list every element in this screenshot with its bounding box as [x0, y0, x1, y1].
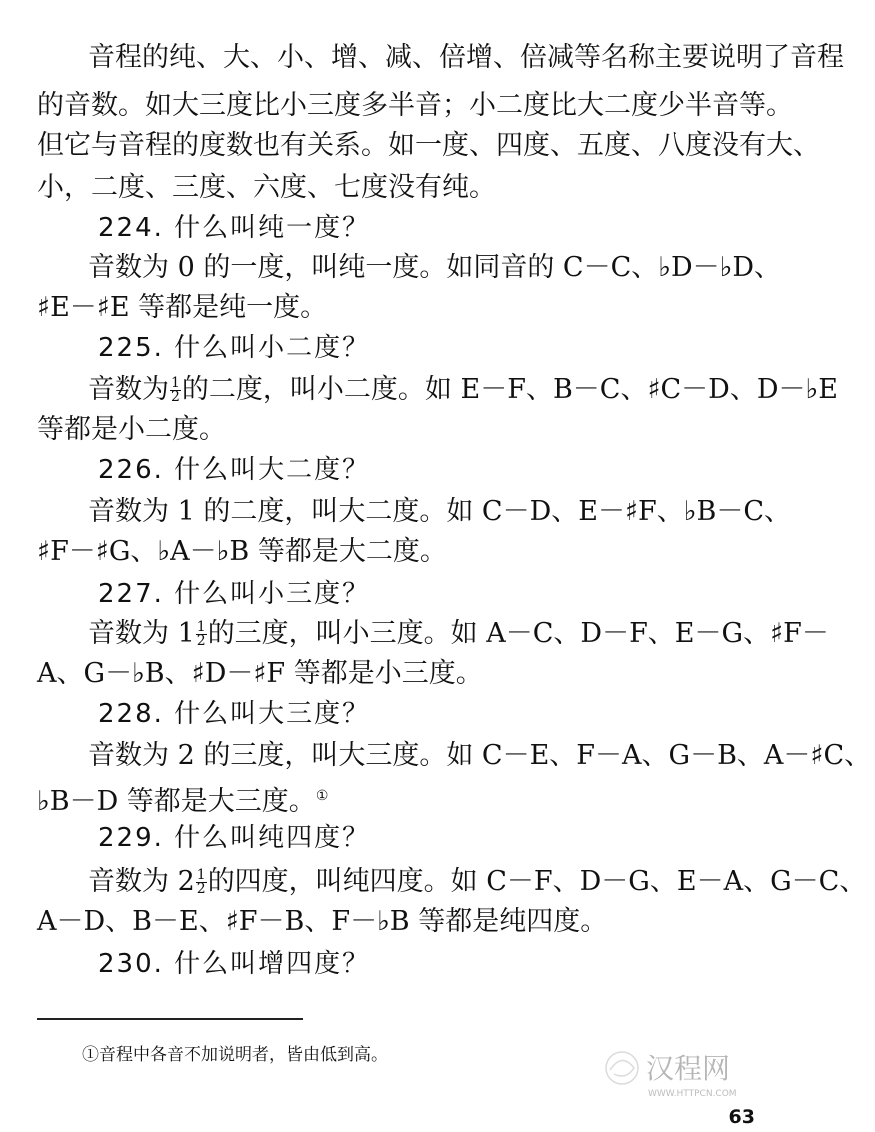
- answer-229-text-b: 的四度，叫纯四度。如 C－F、D－G、E－A、G－C、: [207, 866, 867, 897]
- fraction-half: [196, 621, 207, 648]
- question-heading-229: 229. 什么叫纯四度？: [98, 823, 371, 853]
- fraction-denominator: 2: [196, 633, 206, 649]
- fraction-numerator: 1: [196, 619, 206, 635]
- answer-229-line-1: [88, 864, 865, 900]
- answer-227-text-a: 音数为 1: [88, 618, 195, 649]
- fraction-denominator: 2: [171, 389, 180, 405]
- watermark-brand: 汉程网: [646, 1052, 731, 1085]
- answer-228-line-1: 音数为 2 的三度，叫大三度。如 C－E、F－A、G－B、A－♯C、: [88, 740, 872, 771]
- footnote-marker: ①: [315, 788, 329, 804]
- answer-225-text-a: 音数为: [88, 374, 169, 405]
- question-heading-225: 225. 什么叫小二度？: [98, 333, 371, 363]
- answer-225-text-b: 的二度，叫小二度。如 E－F、B－C、♯C－D、D－♭E: [181, 374, 838, 405]
- answer-225-line-2: 等都是小二度。: [37, 414, 226, 445]
- answer-228-text: ♭B－D 等都是大三度。: [37, 786, 316, 817]
- fraction-numerator: 1: [196, 867, 206, 883]
- answer-226-line-1: 音数为 1 的二度，叫大二度。如 C－D、E－♯F、♭B－C、: [88, 496, 791, 527]
- question-heading-230: 230. 什么叫增四度？: [98, 949, 371, 979]
- answer-224-line-1: 音数为 0 的一度，叫纯一度。如同音的 C－C、♭D－♭D、: [88, 252, 782, 283]
- answer-229-line-2: A－D、B－E、♯F－B、F－♭B 等都是纯四度。: [37, 906, 608, 937]
- intro-line-3: 但它与音程的度数也有关系。如一度、四度、五度、八度没有大、: [37, 130, 820, 161]
- answer-224-line-2: ♯E－♯E 等都是纯一度。: [37, 292, 328, 323]
- question-heading-227: 227. 什么叫小三度？: [98, 579, 371, 609]
- question-heading-226: 226. 什么叫大二度？: [98, 455, 371, 485]
- answer-229-text-a: 音数为 2: [88, 866, 195, 897]
- watermark-logo: [600, 1040, 765, 1110]
- fraction-denominator: 2: [196, 881, 206, 897]
- intro-line-4: 小，二度、三度、六度、七度没有纯。: [37, 172, 496, 203]
- question-heading-228: 228. 什么叫大三度？: [98, 699, 371, 729]
- answer-225-line-1: [88, 372, 865, 408]
- fraction-half: [196, 869, 207, 896]
- page-number: 63: [728, 1106, 755, 1128]
- intro-line-2: 的音数。如大三度比小三度多半音；小二度比大二度少半音等。: [37, 90, 793, 121]
- intro-line-1: 音程的纯、大、小、增、减、倍增、倍减等名称主要说明了音程: [88, 42, 844, 73]
- answer-227-line-1: [88, 616, 865, 652]
- answer-226-line-2: ♯F－♯G、♭A－♭B 等都是大二度。: [37, 536, 447, 567]
- fraction-half: [170, 377, 181, 404]
- question-heading-224: 224. 什么叫纯一度？: [98, 213, 371, 243]
- answer-227-text-b: 的三度，叫小三度。如 A－C、D－F、E－G、♯F－: [207, 618, 829, 649]
- answer-227-line-2: A、G－♭B、♯D－♯F 等都是小三度。: [37, 658, 483, 689]
- footnote-divider: [37, 1018, 303, 1020]
- answer-228-line-2: [37, 778, 814, 820]
- fraction-numerator: 1: [171, 375, 180, 391]
- watermark-url: WWW.HTTPCN.COM: [648, 1089, 737, 1099]
- footnote-text: ①音程中各音不加说明者，皆由低到高。: [82, 1045, 388, 1065]
